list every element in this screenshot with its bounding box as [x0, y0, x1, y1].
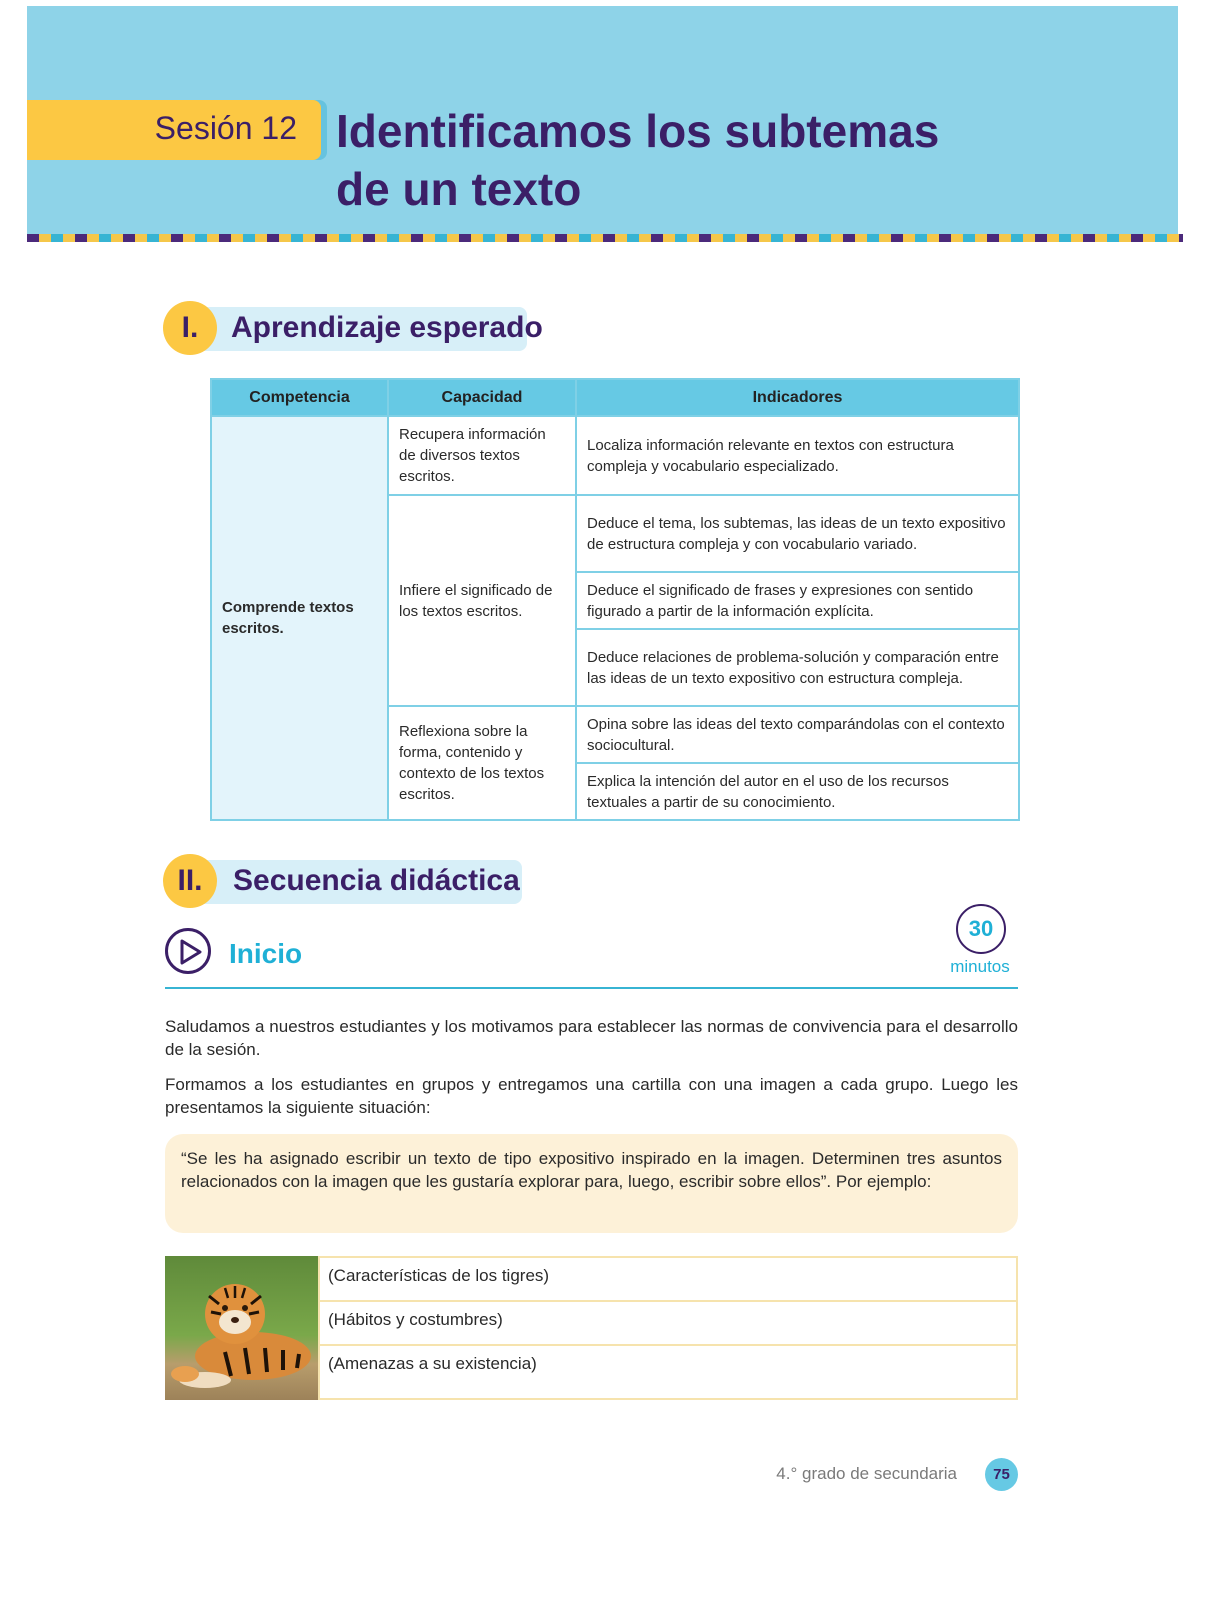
table-header-capacidad: Capacidad	[388, 379, 576, 416]
indicador-cell: Deduce el tema, los subtemas, las ideas de un texto expositivo de estructura compleja y con vocabulario variado.	[576, 495, 1019, 572]
competencia-cell: Comprende textos escritos.	[211, 416, 388, 820]
list-item: (Hábitos y costumbres)	[320, 1302, 1016, 1346]
tiger-image	[165, 1256, 318, 1400]
list-item: (Características de los tigres)	[320, 1258, 1016, 1302]
timer-icon	[956, 904, 1006, 954]
play-icon	[165, 928, 211, 974]
indicador-cell: Explica la intención del autor en el uso de los recursos textuales a partir de su conocimiento.	[576, 763, 1019, 820]
session-label: Sesión 12	[154, 110, 297, 146]
section-secuencia-heading	[163, 860, 522, 906]
indicador-cell: Localiza información relevante en textos con estructura compleja y vocabulario especializado.	[576, 416, 1019, 495]
paragraph-groups: Formamos a los estudiantes en grupos y entregamos una cartilla con una imagen a cada grupo. Luego les presentamos la siguiente situación:	[165, 1075, 1018, 1117]
table-header-competencia: Competencia	[211, 379, 388, 416]
inicio-title: Inicio	[229, 938, 303, 969]
footer-grade: 4.° grado de secundaria	[776, 1464, 957, 1483]
timer-minutes: 30	[968, 916, 994, 941]
timer-label: minutos	[950, 957, 1010, 976]
title-line-1: Identificamos los subtemas	[336, 105, 940, 157]
title-line-2: de un texto	[336, 163, 582, 215]
page-title	[336, 102, 1036, 218]
page-number: 75	[985, 1458, 1018, 1491]
capacidad-cell: Infiere el significado de los textos escritos.	[388, 495, 576, 706]
list-item: (Amenazas a su existencia)	[328, 1354, 537, 1373]
situation-quote: “Se les ha asignado escribir un texto de tipo expositivo inspirado en la imagen. Determinen tres asuntos relacionados con la imagen que les gustaría explorar para, luego, escribir sobre ellos”. Por ejemplo:	[165, 1134, 1018, 1233]
indicador-cell: Deduce el significado de frases y expresiones con sentido figurado a partir de la información explícita.	[576, 572, 1019, 629]
learning-table	[210, 378, 1020, 821]
indicador-cell: Opina sobre las ideas del texto comparándolas con el contexto sociocultural.	[576, 706, 1019, 763]
decorative-dash-line	[27, 234, 1183, 242]
section-aprendizaje-heading	[163, 307, 543, 353]
capacidad-cell: Reflexiona sobre la forma, contenido y contexto de los textos escritos.	[388, 706, 576, 820]
table-header-indicadores: Indicadores	[576, 379, 1019, 416]
capacidad-cell: Recupera información de diversos textos escritos.	[388, 416, 576, 495]
subtopics-list	[318, 1256, 1018, 1400]
section-number-badge: I.	[163, 301, 217, 355]
session-tab	[27, 100, 321, 160]
section-title: Aprendizaje esperado	[231, 311, 543, 344]
section-number-badge: II.	[163, 854, 217, 908]
inicio-divider	[165, 987, 1018, 989]
indicador-cell: Deduce relaciones de problema-solución y comparación entre las ideas de un texto expositivo con estructura compleja.	[576, 629, 1019, 706]
section-title: Secuencia didáctica	[233, 864, 520, 897]
paragraph-intro: Saludamos a nuestros estudiantes y los motivamos para establecer las normas de convivencia para el desarrollo de la sesión.	[165, 1017, 1018, 1059]
